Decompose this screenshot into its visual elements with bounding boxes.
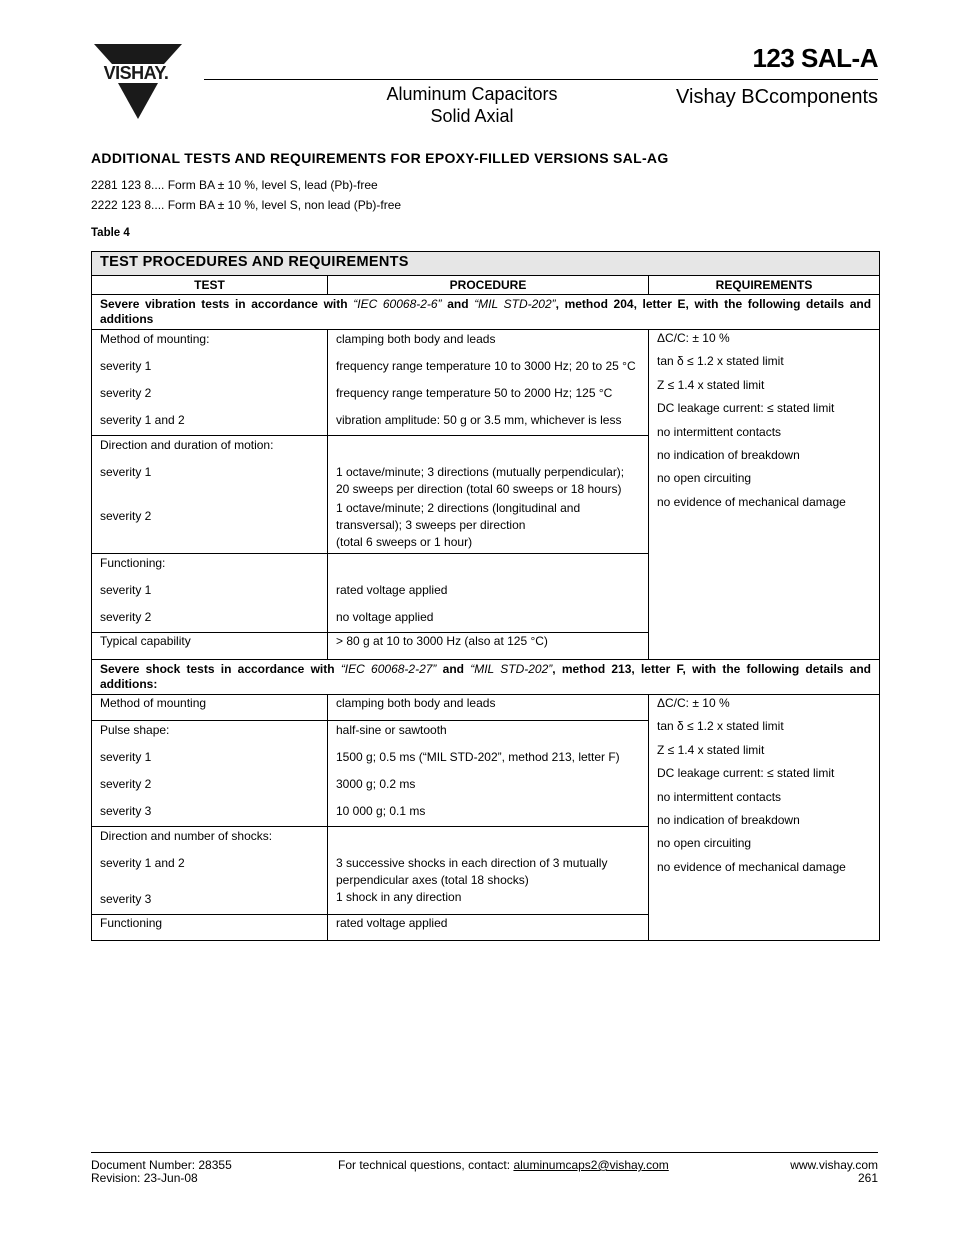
table-cell-text: severity 1	[100, 750, 152, 764]
table-title: TEST PROCEDURES AND REQUIREMENTS	[92, 252, 880, 276]
vibration-typical-procedure-cell: > 80 g at 10 to 3000 Hz (also at 125 °C)	[328, 633, 649, 660]
requirement-item: no indication of breakdown	[657, 812, 800, 827]
requirement-item: no indication of breakdown	[657, 447, 800, 462]
table-cell-text: severity 1 and 2	[100, 856, 185, 870]
requirement-item: ΔC/C: ± 10 %	[657, 331, 730, 345]
table-cell-text: severity 1 and 2	[100, 413, 185, 427]
table-label: Table 4	[91, 227, 130, 239]
table-cell-text: severity 2	[100, 610, 152, 624]
contact-label: For technical questions, contact:	[338, 1158, 514, 1172]
vishay-logo	[88, 42, 184, 122]
shock-section-header: Severe shock tests in accordance with “IEC 60068-2-27” and “MIL STD-202”, method 213, letter F, with the following details and additions:	[92, 660, 880, 695]
table-cell-text: severity 3	[100, 892, 152, 906]
part-line-1: 2281 123 8.... Form BA ± 10 %, level S, lead (Pb)-free	[91, 178, 378, 192]
table-cell-text: 3 successive shocks in each direction of 3 mutually	[336, 856, 608, 870]
header-rule	[204, 79, 878, 80]
requirement-item: DC leakage current: ≤ stated limit	[657, 401, 835, 416]
revision-date: Revision: 23-Jun-08	[91, 1171, 198, 1185]
table-cell-text: frequency range temperature 10 to 3000 Hz; 20 to 25 °C	[336, 359, 636, 373]
table-cell-text: half-sine or sawtooth	[336, 723, 447, 737]
table-cell-text: rated voltage applied	[336, 583, 448, 597]
shock-requirements-cell	[649, 695, 880, 941]
table-cell-text: Direction and number of shocks:	[100, 829, 273, 843]
shock-mounting-test-cell: Method of mounting	[92, 695, 328, 721]
vibration-motion-test-cell	[92, 436, 328, 554]
table-cell-text: 3000 g; 0.2 ms	[336, 777, 416, 791]
table-cell-text: severity 2	[100, 777, 152, 791]
table-cell-text: 10 000 g; 0.1 ms	[336, 804, 426, 818]
vibration-motion-procedure-cell	[328, 436, 649, 554]
requirement-item: Z ≤ 1.4 x stated limit	[657, 377, 765, 392]
shock-pulse-test-cell	[92, 721, 328, 827]
table-cell-text: severity 1	[100, 465, 152, 479]
table-cell-text: severity 2	[100, 386, 152, 400]
requirement-item: no evidence of mechanical damage	[657, 494, 846, 509]
table-cell-text: severity 3	[100, 804, 152, 818]
shock-mounting-procedure-cell: clamping both body and leads	[328, 695, 649, 721]
vibration-functioning-test-cell	[92, 554, 328, 633]
table-cell-text: Functioning:	[100, 556, 166, 570]
document-title: 123 SAL-A	[752, 43, 878, 73]
vibration-typical-test-cell: Typical capability	[92, 633, 328, 660]
vibration-mounting-test-cell	[92, 330, 328, 436]
website-link[interactable]: www.vishay.com	[790, 1158, 878, 1172]
requirement-item: no intermittent contacts	[657, 789, 782, 804]
footer-right	[790, 1159, 878, 1185]
table-cell-text: severity 1	[100, 583, 152, 597]
table-cell-text: no voltage applied	[336, 610, 434, 624]
table-cell-text: (total 6 sweeps or 1 hour)	[336, 535, 473, 549]
vibration-functioning-procedure-cell	[328, 554, 649, 633]
table-cell-text: clamping both body and leads	[336, 332, 496, 346]
requirement-item: tan δ ≤ 1.2 x stated limit	[657, 719, 784, 734]
product-line-1: Aluminum Capacitors	[386, 84, 558, 104]
requirement-item: no evidence of mechanical damage	[657, 859, 846, 874]
table-cell-text: vibration amplitude: 50 g or 3.5 mm, whichever is less	[336, 413, 622, 427]
section-heading: ADDITIONAL TESTS AND REQUIREMENTS FOR EPOXY-FILLED VERSIONS SAL-AG	[91, 150, 669, 166]
column-header-test: TEST	[92, 276, 328, 295]
vibration-section-header: Severe vibration tests in accordance with “IEC 60068-2-6” and “MIL STD-202”, method 204, letter E, with the following details and additions	[92, 295, 880, 330]
requirement-item: Z ≤ 1.4 x stated limit	[657, 742, 765, 757]
footer-rule	[91, 1152, 878, 1153]
shock-direction-procedure-cell	[328, 827, 649, 915]
brand-name: Vishay BCcomponents	[676, 86, 878, 108]
shock-direction-test-cell	[92, 827, 328, 915]
requirement-item: no open circuiting	[657, 836, 752, 851]
table-cell-text: severity 1	[100, 359, 152, 373]
table-cell-text: Pulse shape:	[100, 723, 170, 737]
page-number: 261	[857, 1171, 878, 1185]
footer-document-info	[91, 1159, 232, 1185]
table-cell-text: 1500 g; 0.5 ms (“MIL STD-202”, method 213, letter F)	[336, 750, 620, 764]
shock-pulse-procedure-cell	[328, 721, 649, 827]
table-cell-text: 1 shock in any direction	[336, 890, 462, 904]
product-line	[372, 83, 572, 127]
table-cell-text: Method of mounting:	[100, 332, 210, 346]
requirement-item: ΔC/C: ± 10 %	[657, 696, 730, 710]
vibration-mounting-procedure-cell	[328, 330, 649, 436]
requirement-item: DC leakage current: ≤ stated limit	[657, 766, 835, 781]
requirement-item: no open circuiting	[657, 471, 752, 486]
footer-contact	[338, 1159, 669, 1172]
table-cell-text: Direction and duration of motion:	[100, 438, 274, 452]
document-number: Document Number: 28355	[91, 1158, 232, 1172]
vishay-logo-text: VISHAY.	[103, 63, 169, 83]
table-cell-text: severity 2	[100, 509, 152, 523]
table-cell-text: transversal); 3 sweeps per direction	[336, 518, 526, 532]
requirement-item: tan δ ≤ 1.2 x stated limit	[657, 354, 784, 369]
table-cell-text: 20 sweeps per direction (total 60 sweeps or 18 hours)	[336, 482, 622, 496]
shock-functioning-procedure-cell: rated voltage applied	[328, 915, 649, 941]
table-cell-text: frequency range temperature 50 to 2000 Hz; 125 °C	[336, 386, 613, 400]
part-line-2: 2222 123 8.... Form BA ± 10 %, level S, non lead (Pb)-free	[91, 198, 402, 212]
table-cell-text: perpendicular axes (total 18 shocks)	[336, 873, 529, 887]
product-line-2: Solid Axial	[430, 106, 514, 126]
contact-email-link[interactable]: aluminumcaps2@vishay.com	[513, 1158, 669, 1172]
table-cell-text: 1 octave/minute; 2 directions (longitudinal and	[336, 501, 581, 515]
test-procedures-table	[91, 251, 880, 941]
vibration-requirements-cell	[649, 330, 880, 660]
requirement-item: no intermittent contacts	[657, 424, 782, 439]
table-cell-text: 1 octave/minute; 3 directions (mutually perpendicular);	[336, 465, 625, 479]
shock-functioning-test-cell: Functioning	[92, 915, 328, 941]
column-header-procedure: PROCEDURE	[328, 276, 649, 295]
column-header-requirements: REQUIREMENTS	[649, 276, 880, 295]
